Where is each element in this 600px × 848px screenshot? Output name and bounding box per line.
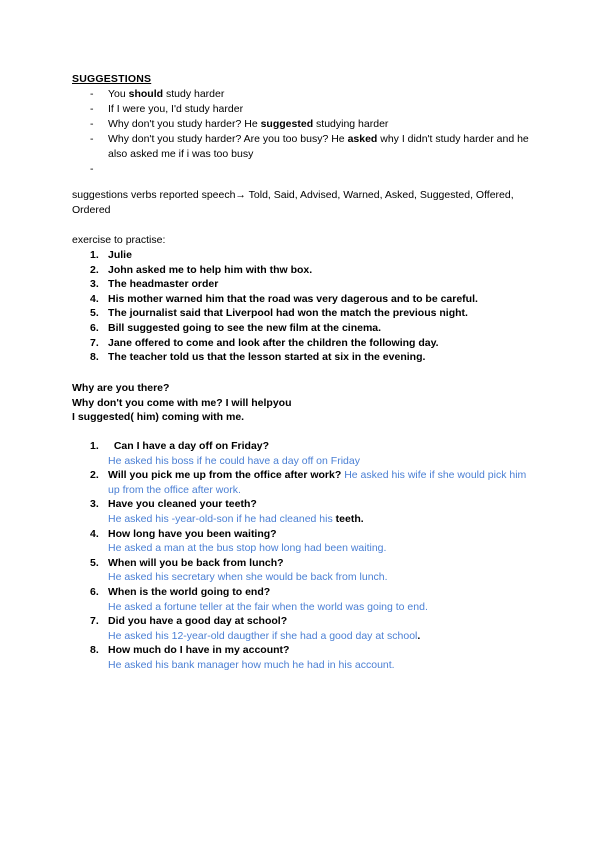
answer-text: He asked his bank manager how much he had in his account. [108, 658, 395, 671]
section-title: SUGGESTIONS [72, 73, 152, 85]
list-item: 3. Have you cleaned your teeth? He asked his -year-old-son if he had cleaned his teeth. [90, 498, 364, 525]
text-line: Why don't you come with me? I will helpyou [72, 396, 292, 409]
exercise-label: exercise to practise: [72, 234, 166, 246]
list-item: 7. Jane offered to come and look after the children the following day. [90, 336, 439, 349]
list-item: 2. John asked me to help him with thw box. [90, 263, 313, 276]
text-line: Why are you there? [72, 382, 170, 394]
suggestions-list [90, 87, 530, 177]
question-text: Can I have a day off on Friday? [108, 440, 270, 452]
answer-text: He asked a fortune teller at the fair when the world was going to end. [108, 600, 428, 613]
question-text: Will you pick me up from the office after work? [108, 469, 342, 482]
exercise-list [90, 248, 530, 365]
list-item: 5. The journalist said that Liverpool had won the match the previous night. [90, 307, 468, 320]
answer-text: He asked his secretary when she would be back from lunch. [108, 571, 388, 584]
list-item: 3. The headmaster order [90, 278, 219, 291]
list-item: 8. How much do I have in my account? He asked his bank manager how much he had in his account. [90, 644, 395, 671]
answer-text: He asked a man at the bus stop how long had been waiting. [108, 542, 387, 555]
answer-text: He asked his 12-year-old daugther if she had a good day at school [108, 629, 418, 642]
answer-text: He asked his boss if he could have a day off on Friday [108, 454, 360, 467]
list-item: 6. When is the world going to end? He asked a fortune teller at the fair when the world was going to end. [90, 585, 428, 613]
list-item: - Why don't you study harder? He suggested studying harder [90, 118, 389, 130]
list-item: 4. His mother warned him that the road was very dagerous and to be careful. [90, 292, 478, 305]
list-item [90, 162, 530, 177]
list-item: 7. Did you have a good day at school? He asked his 12-year-old daugther if she had a good day at school. [90, 615, 421, 642]
questions-list [90, 439, 530, 673]
list-item: 1. Can I have a day off on Friday? He asked his boss if he could have a day off on Friday [90, 440, 360, 467]
list-item: - If I were you, I'd study harder [90, 103, 244, 115]
list-item: 4. How long have you been waiting? He asked a man at the bus stop how long had been waiting. [90, 527, 387, 555]
list-item: - You should study harder [90, 88, 225, 100]
question-text: When is the world going to end? [108, 585, 271, 598]
answer-text: He asked his -year-old-son if he had cleaned his [108, 512, 336, 525]
verbs-paragraph: suggestions verbs reported speech→ Told, Said, Advised, Warned, Asked, Suggested, Offered, Ordered [72, 189, 514, 216]
list-item: 8. The teacher told us that the lesson started at six in the evening. [90, 351, 426, 364]
dash-bullet: - [90, 88, 94, 100]
text-line: I suggested( him) coming with me. [72, 411, 245, 424]
suggestion-example-lines [72, 381, 532, 425]
question-text: When will you be back from lunch? [108, 556, 284, 569]
question-text: How much do I have in my account? [108, 644, 290, 657]
dash-bullet: - [90, 133, 94, 145]
dash-bullet: - [90, 163, 94, 175]
question-text: Did you have a good day at school? [108, 615, 288, 628]
answer-text: He asked his wife if she would pick him up from the office after work. [108, 469, 527, 496]
list-item: 1. Julie [90, 249, 132, 261]
list-item: - Why don't you study harder? Are you too busy? He asked why I didn't study harder and he also asked me if i was too busy [90, 133, 529, 160]
list-item: 5. When will you be back from lunch? He asked his secretary when she would be back from lunch. [90, 556, 388, 584]
dash-bullet: - [90, 103, 94, 115]
list-item: 6. Bill suggested going to see the new film at the cinema. [90, 321, 382, 334]
dash-bullet: - [90, 118, 94, 130]
list-item: 2. Will you pick me up from the office after work? He asked his wife if she would pick him up from the office after work. [90, 469, 527, 496]
question-text: How long have you been waiting? [108, 527, 277, 540]
question-text: Have you cleaned your teeth? [108, 498, 257, 511]
